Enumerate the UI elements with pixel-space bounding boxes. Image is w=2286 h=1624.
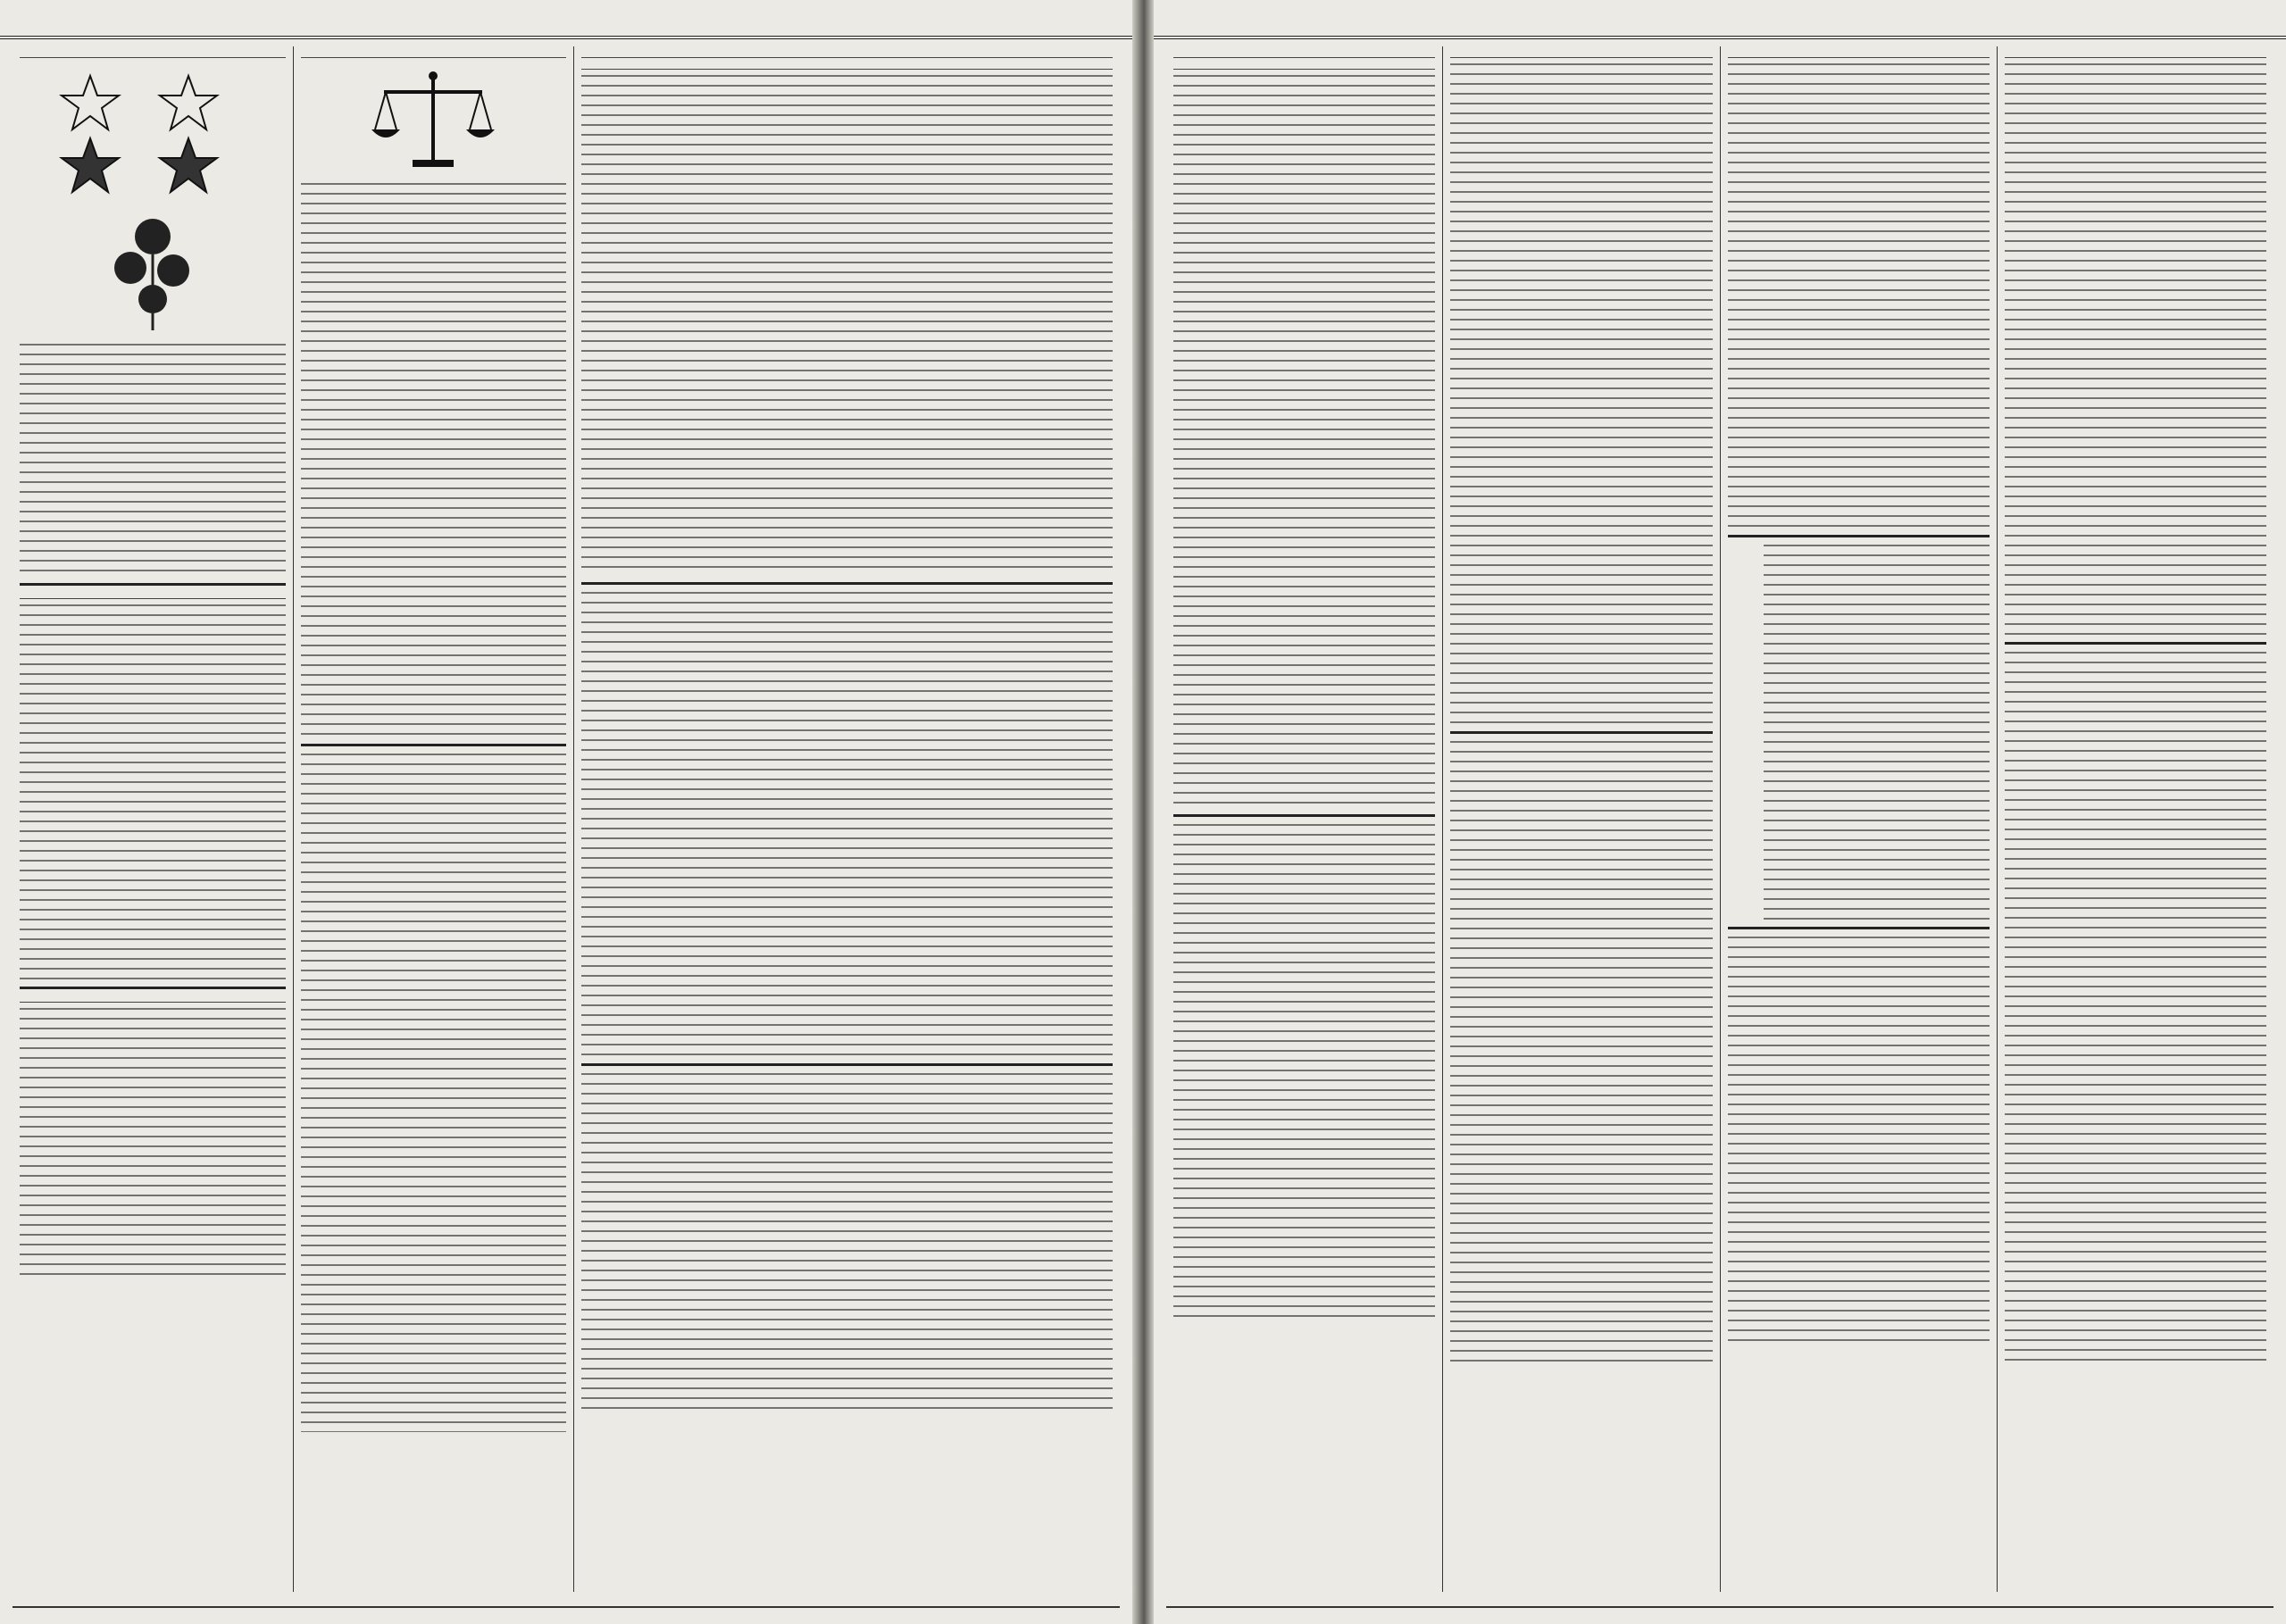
headline-received-articles: [1173, 52, 1435, 58]
page-header-left: [0, 0, 1132, 39]
column-announcements: [13, 46, 293, 1592]
headline-announcements: [20, 52, 286, 58]
column-misc: [1720, 46, 1997, 1592]
newspaper-page-left: [0, 0, 1132, 1624]
rose-bouquet-icon: [20, 210, 286, 335]
headline-foreign-telegrams: [1450, 52, 1712, 58]
headline-state-budget: [1173, 63, 1435, 70]
column-earthquake: [1997, 46, 2273, 1592]
column-foreign-telegrams: [1442, 46, 1719, 1592]
scales-of-justice-icon: [301, 67, 567, 174]
headline-submarine: [581, 63, 1113, 70]
book-spine: [1132, 0, 1154, 1624]
column-court-news: [293, 46, 574, 1592]
columns-left: [13, 46, 1120, 1592]
headline-misc-news: [581, 52, 1113, 58]
headline-good-news: [20, 593, 286, 599]
star-emblem-icon: [20, 67, 286, 201]
headline-court-of-justice: [20, 996, 286, 1003]
headline-earthquake: [2005, 52, 2266, 58]
headline-courthouse: [301, 52, 567, 58]
headline-misc: [1728, 52, 1990, 58]
page-header-right: [1154, 0, 2286, 39]
newspaper-page-right: [1154, 0, 2286, 1624]
column-news-misc: [573, 46, 1120, 1592]
columns-right: [1166, 46, 2273, 1592]
column-received-articles: [1166, 46, 1442, 1592]
